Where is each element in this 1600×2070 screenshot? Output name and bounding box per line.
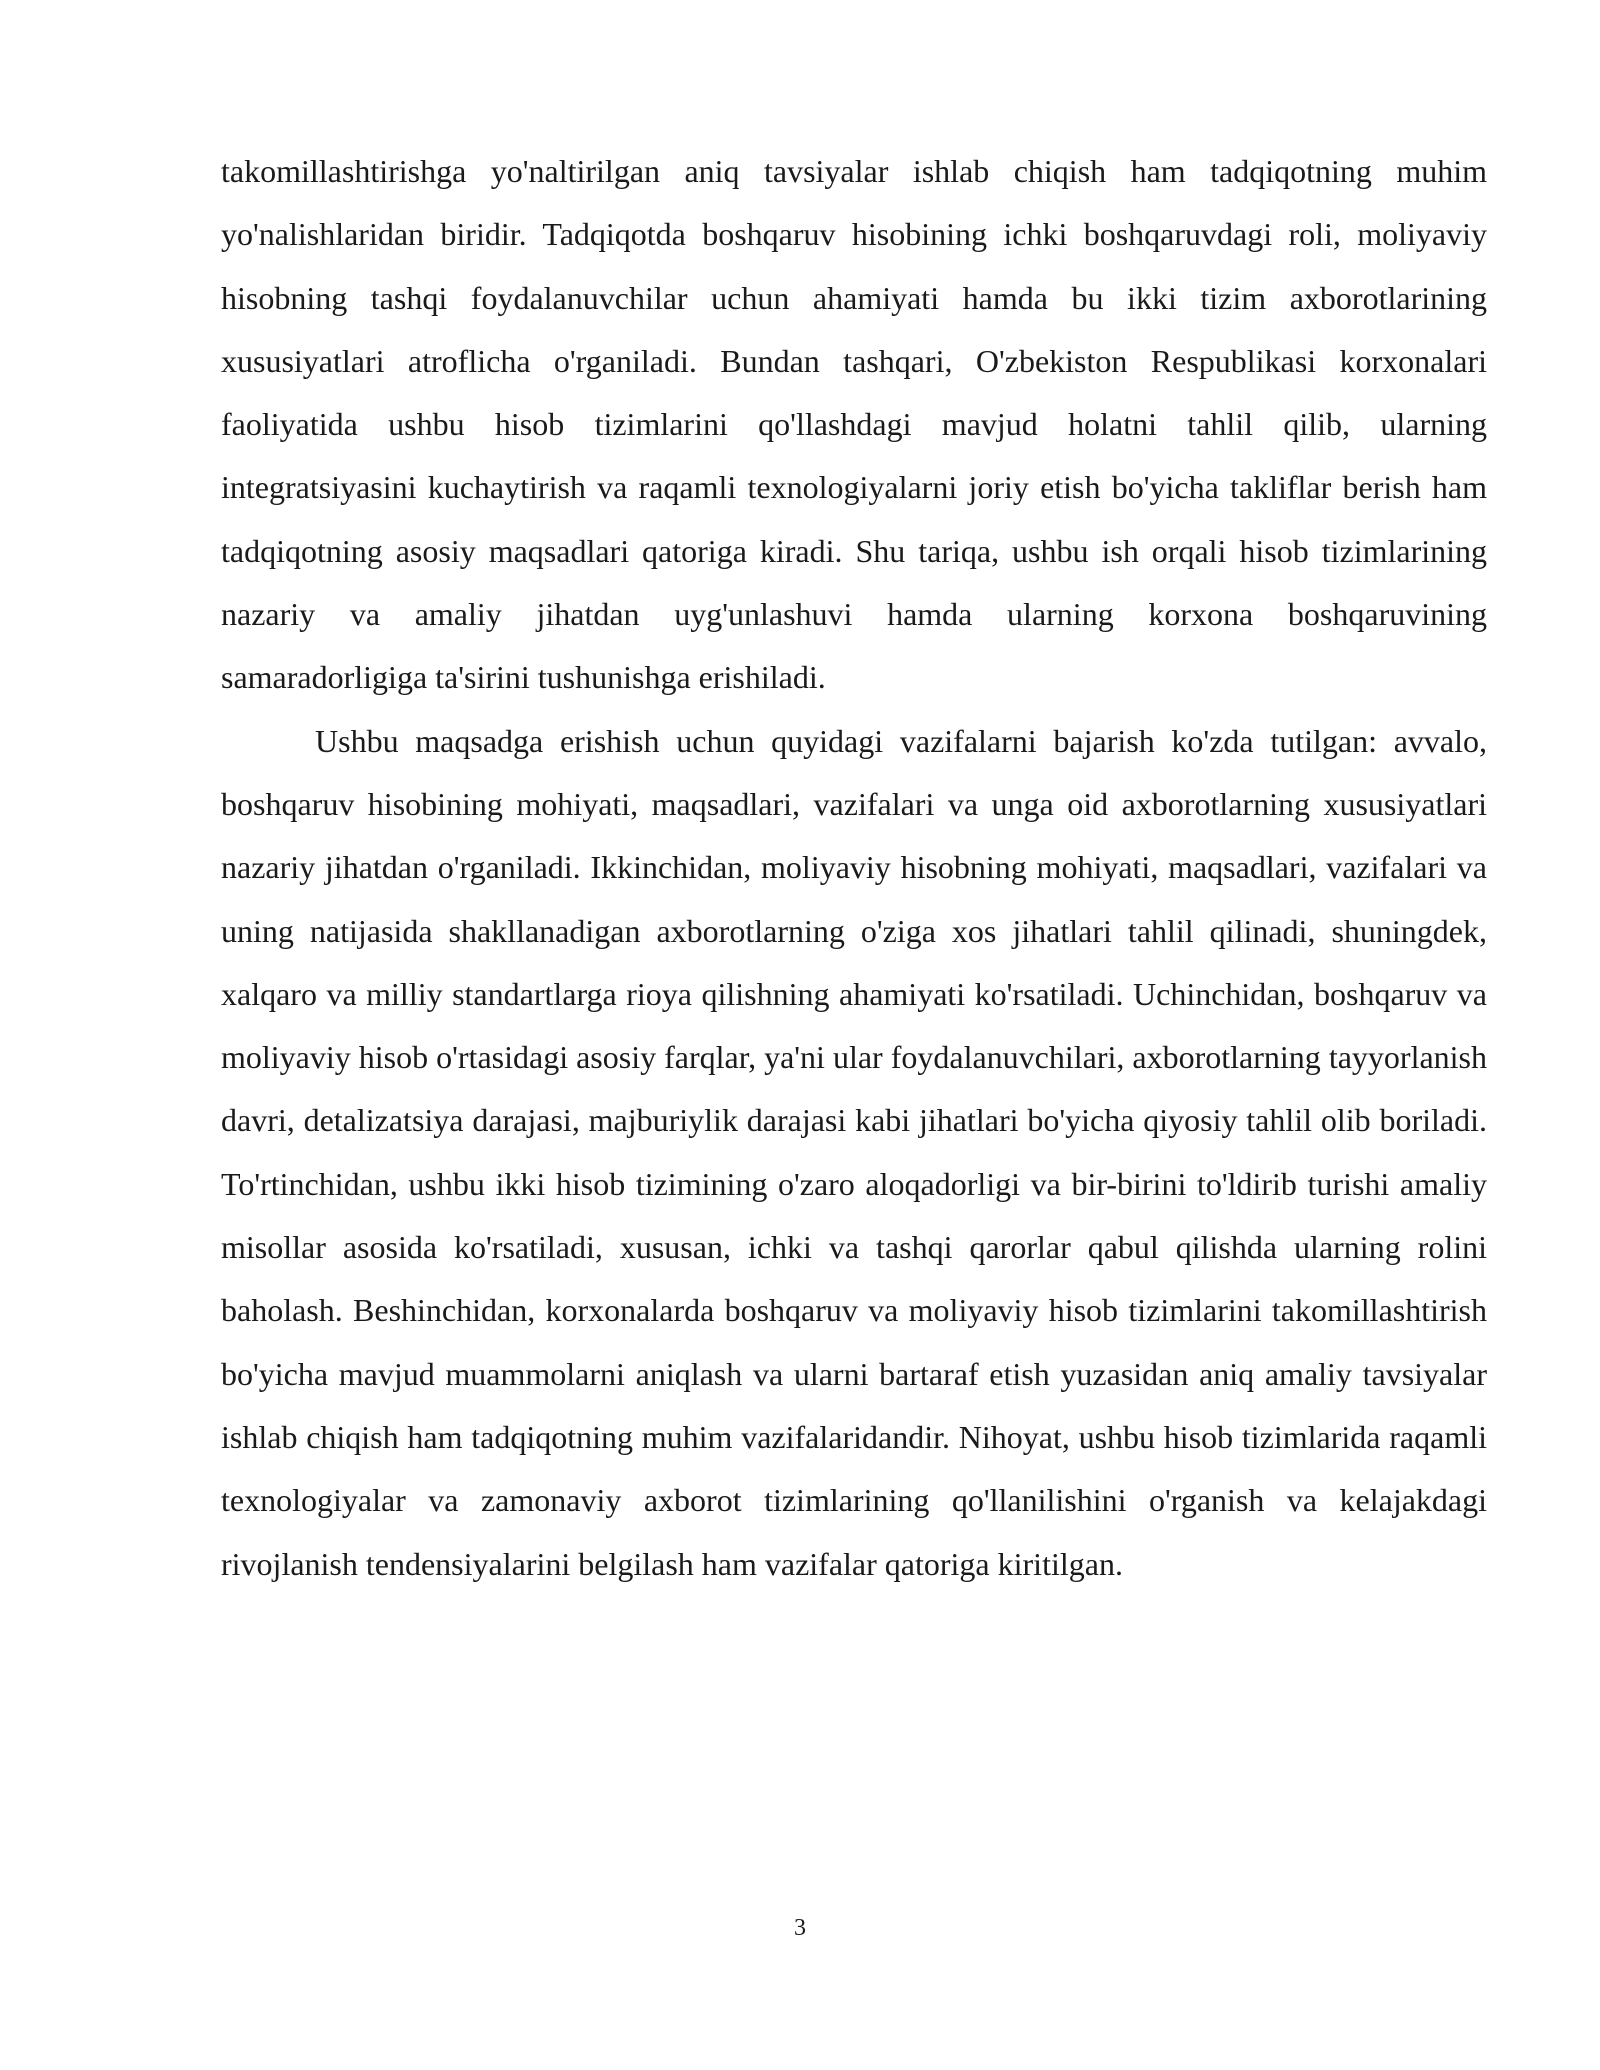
page-number: 3	[794, 1915, 806, 1941]
paragraph-tasks: Ushbu maqsadga erishish uchun quyidagi vazifalarni bajarish ko'zda tutilgan: avvalo, boshqaruv hisobining mohiyati, maqsadlari, vazifalari va unga oid axborotlarning xususiyatlari nazariy jihatdan o'rganiladi. Ikkinchidan, moliyaviy hisobning mohiyati, maqsadlari, vazifalari va uning natijasida shakllanadigan axborotlarning o'ziga xos jihatlari tahlil qilinadi, shuningdek, xalqaro va milliy standartlarga rioya qilishning ahamiyati ko'rsatiladi. Uchinchidan, boshqaruv va moliyaviy hisob o'rtasidagi asosiy farqlar, ya'ni ular foydalanuvchilari, axborotlarning tayyorlanish davri, detalizatsiya darajasi, majburiylik darajasi kabi jihatlari bo'yicha qiyosiy tahlil olib boriladi. To'rtinchidan, ushbu ikki hisob tizimining o'zaro aloqadorligi va bir-birini to'ldirib turishi amaliy misollar asosida ko'rsatiladi, xususan, ichki va tashqi qarorlar qabul qilishda ularning rolini baholash. Beshinchidan, korxonalarda boshqaruv va moliyaviy hisob tizimlarini takomillashtirish bo'yicha mavjud muammolarni aniqlash va ularni bartaraf etish yuzasidan aniq amaliy tavsiyalar ishlab chiqish ham tadqiqotning muhim vazifalaridandir. Nihoyat, ushbu hisob tizimlarida raqamli texnologiyalar va zamonaviy axborot tizimlarining qo'llanilishini o'rganish va kelajakdagi rivojlanish tendensiyalarini belgilash ham vazifalar qatoriga kiritilgan.	[221, 722, 1487, 1582]
body-text	[221, 140, 1487, 1596]
paragraph-continuation: takomillashtirishga yo'naltirilgan aniq tavsiyalar ishlab chiqish ham tadqiqotning muhim yo'nalishlaridan biridir. Tadqiqotda boshqaruv hisobining ichki boshqaruvdagi roli, moliyaviy hisobning tashqi foydalanuvchilar uchun ahamiyati hamda bu ikki tizim axborotlarining xususiyatlari atroflicha o'rganiladi. Bundan tashqari, O'zbekiston Respublikasi korxonalari faoliyatida ushbu hisob tizimlarini qo'llashdagi mavjud holatni tahlil qilib, ularning integratsiyasini kuchaytirish va raqamli texnologiyalarni joriy etish bo'yicha takliflar berish ham tadqiqotning asosiy maqsadlari qatoriga kiradi. Shu tariqa, ushbu ish orqali hisob tizimlarining nazariy va amaliy jihatdan uyg'unlashuvi hamda ularning korxona boshqaruvining samaradorligiga ta'sirini tushunishga erishiladi.	[221, 153, 1487, 696]
